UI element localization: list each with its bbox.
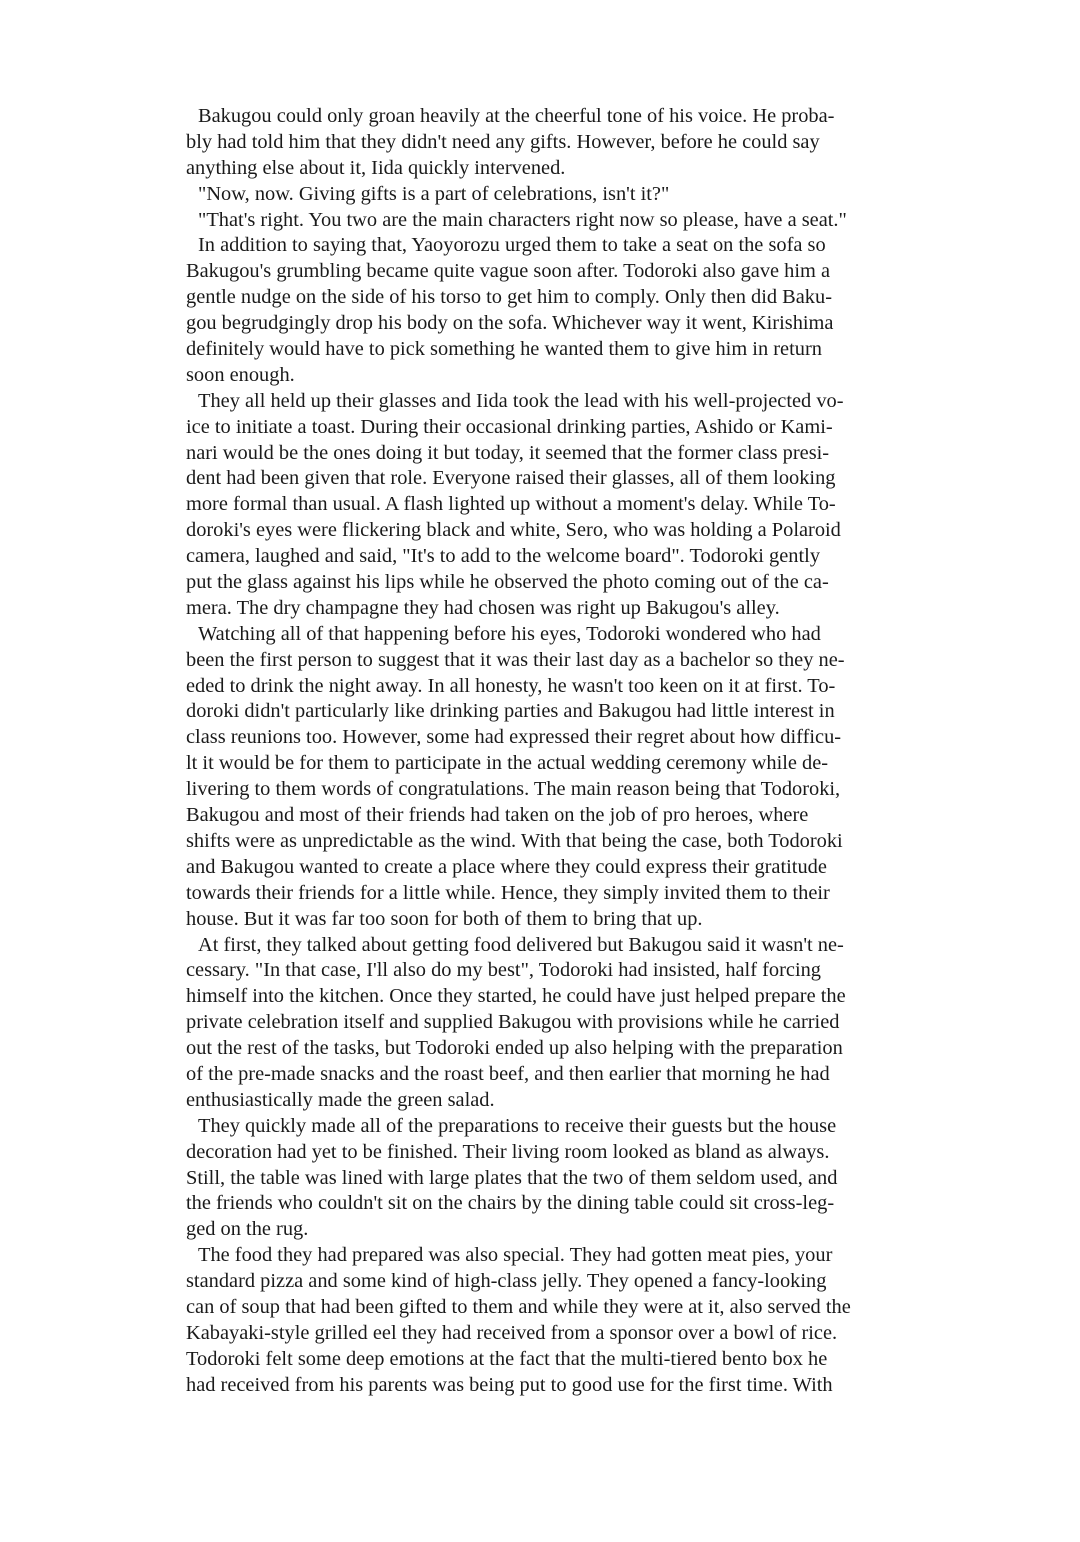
- text-line: Bakugou could only groan heavily at the cheerful tone of his voice. He proba-: [198, 105, 835, 127]
- text-line: had received from his parents was being put to good use for the first time. With: [186, 1373, 833, 1396]
- text-line: Still, the table was lined with large plates that the two of them seldom used, and: [186, 1166, 838, 1189]
- text-line: Watching all of that happening before his eyes, Todoroki wondered who had: [198, 622, 821, 645]
- text-line: and Bakugou wanted to create a place where they could express their gratitude: [186, 855, 827, 878]
- text-line: gou begrudgingly drop his body on the sofa. Whichever way it went, Kirishima: [186, 312, 834, 335]
- text-line: "Now, now. Giving gifts is a part of celebrations, isn't it?": [198, 182, 670, 205]
- text-line: They all held up their glasses and Iida took the lead with his well-projected vo-: [198, 389, 844, 412]
- text-line: nari would be the ones doing it but today, it seemed that the former class presi-: [186, 441, 830, 464]
- text-line: eded to drink the night away. In all honesty, he wasn't too keen on it at first. To-: [186, 674, 836, 697]
- text-line: lt it would be for them to participate in the actual wedding ceremony while de-: [186, 752, 829, 775]
- text-line: bly had told him that they didn't need any gifts. However, before he could say: [186, 130, 820, 153]
- text-line: dent had been given that role. Everyone raised their glasses, all of them looking: [186, 467, 836, 490]
- text-line: ged on the rug.: [186, 1218, 309, 1241]
- text-line: enthusiastically made the green salad.: [186, 1088, 495, 1111]
- text-line: gentle nudge on the side of his torso to get him to comply. Only then did Baku-: [186, 286, 832, 309]
- text-line: can of soup that had been gifted to them and while they were at it, also served the: [186, 1295, 851, 1318]
- text-line: been the first person to suggest that it was their last day as a bachelor so they ne-: [186, 648, 845, 671]
- text-line: cessary. "In that case, I'll also do my best", Todoroki had insisted, half forcing: [186, 959, 821, 982]
- text-line: out the rest of the tasks, but Todoroki ended up also helping with the preparation: [186, 1037, 843, 1060]
- text-line: more formal than usual. A flash lighted up without a moment's delay. While To-: [186, 493, 836, 516]
- text-line: mera. The dry champagne they had chosen was right up Bakugou's alley.: [186, 596, 780, 619]
- text-line: house. But it was far too soon for both of them to bring that up.: [186, 907, 703, 930]
- document-page: [186, 104, 946, 1399]
- text-line: In addition to saying that, Yaoyorozu urged them to take a seat on the sofa so: [198, 234, 826, 257]
- text-line: doroki didn't particularly like drinking parties and Bakugou had little interest in: [186, 700, 835, 723]
- text-line: "That's right. You two are the main characters right now so please, have a seat.": [198, 208, 847, 231]
- text-line: shifts were as unpredictable as the wind. With that being the case, both Todoroki: [186, 829, 843, 852]
- text-line: put the glass against his lips while he observed the photo coming out of the ca-: [186, 571, 829, 594]
- text-line: livering to them words of congratulations. The main reason being that Todoroki,: [186, 778, 841, 801]
- text-line: Todoroki felt some deep emotions at the fact that the multi-tiered bento box he: [186, 1347, 828, 1370]
- text-line: definitely would have to pick something he wanted them to give him in return: [186, 338, 822, 361]
- text-line: class reunions too. However, some had expressed their regret about how difficu-: [186, 726, 842, 749]
- text-line: private celebration itself and supplied Bakugou with provisions while he carried: [186, 1011, 840, 1034]
- text-line: standard pizza and some kind of high-class jelly. They opened a fancy-looking: [186, 1270, 827, 1293]
- text-line: himself into the kitchen. Once they started, he could have just helped prepare the: [186, 985, 846, 1008]
- text-line: Kabayaki-style grilled eel they had received from a sponsor over a bowl of rice.: [186, 1321, 838, 1344]
- text-line: At first, they talked about getting food delivered but Bakugou said it wasn't ne-: [198, 933, 844, 956]
- text-line: Bakugou's grumbling became quite vague soon after. Todoroki also gave him a: [186, 260, 831, 283]
- text-line: the friends who couldn't sit on the chairs by the dining table could sit cross-leg-: [186, 1192, 835, 1215]
- text-line: ice to initiate a toast. During their occasional drinking parties, Ashido or Kami-: [186, 415, 833, 438]
- text-line: of the pre-made snacks and the roast beef, and then earlier that morning he had: [186, 1062, 830, 1085]
- text-line: towards their friends for a little while. Hence, they simply invited them to their: [186, 881, 830, 904]
- text-line: soon enough.: [186, 363, 295, 386]
- text-line: Bakugou and most of their friends had taken on the job of pro heroes, where: [186, 804, 809, 827]
- text-line: doroki's eyes were flickering black and white, Sero, who was holding a Polaroid: [186, 519, 841, 542]
- text-line: They quickly made all of the preparations to receive their guests but the house: [198, 1114, 837, 1137]
- text-line: The food they had prepared was also special. They had gotten meat pies, your: [198, 1244, 833, 1267]
- text-line: anything else about it, Iida quickly intervened.: [186, 156, 566, 179]
- text-line: decoration had yet to be finished. Their living room looked as bland as always.: [186, 1140, 830, 1163]
- text-line: camera, laughed and said, "It's to add to the welcome board". Todoroki gently: [186, 545, 821, 568]
